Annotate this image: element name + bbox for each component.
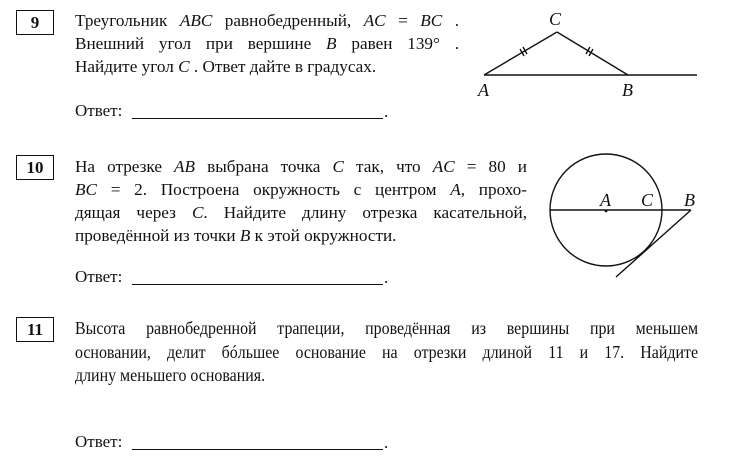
statement-line: Высота равнобедренной трапеции, проведённая из вершины при меньшем [75,318,699,338]
statement-line: основании, делит бóльшее основание на отрезки длиной 11 и 17. Найдите [75,341,699,362]
vertex-label-c: C [549,9,562,29]
problem-number-box: 10 [16,155,54,180]
math-variable: A [450,180,461,199]
math-variable: B [326,34,337,53]
answer-label: Ответ: [75,432,123,451]
math-variable: AB [174,157,196,176]
vertex-label-a: A [478,80,489,100]
math-variable: ABC [179,11,213,30]
answer-label: Ответ: [75,267,123,286]
answer-label: Ответ: [75,101,123,120]
vertex-label-b: B [622,80,633,100]
answer-input-line[interactable] [132,449,383,450]
math-variable: C [332,157,344,176]
statement-line: проведённой из точки B к этой окружности. [75,226,397,245]
point-label-c: C [641,190,654,210]
statement-line: длину меньшего основания. [75,365,266,385]
answer-period: . [384,268,389,287]
point-label-b: B [684,190,695,210]
problem-number-box: 11 [16,317,54,342]
math-variable: AC [432,157,455,176]
statement-line: На отрезке AB выбрана точка C так, что AC = 80 и [75,157,527,176]
math-variable: BC [75,180,97,199]
statement-line: Найдите угол C . Ответ дайте в градусах. [75,57,377,76]
answer-period: . [384,433,389,452]
problem-statement [75,317,698,388]
math-variable: B [239,226,251,245]
point-label-a: A [600,190,611,210]
problem-number-box: 9 [16,10,54,35]
math-variable: AC [363,11,386,30]
statement-line: дящая через C. Найдите длину отрезка касательной, [75,203,527,222]
math-variable: C [178,57,190,76]
answer-period: . [384,102,389,121]
statement-line: Треугольник ABC равнобедренный, AC = BC . [75,11,459,30]
math-variable: C [191,203,204,222]
statement-line: BC = 2. Построена окружность с центром A, прохо- [75,180,527,199]
statement-line: Внешний угол при вершине B равен 139° . [75,34,460,53]
math-variable: BC [420,11,443,30]
